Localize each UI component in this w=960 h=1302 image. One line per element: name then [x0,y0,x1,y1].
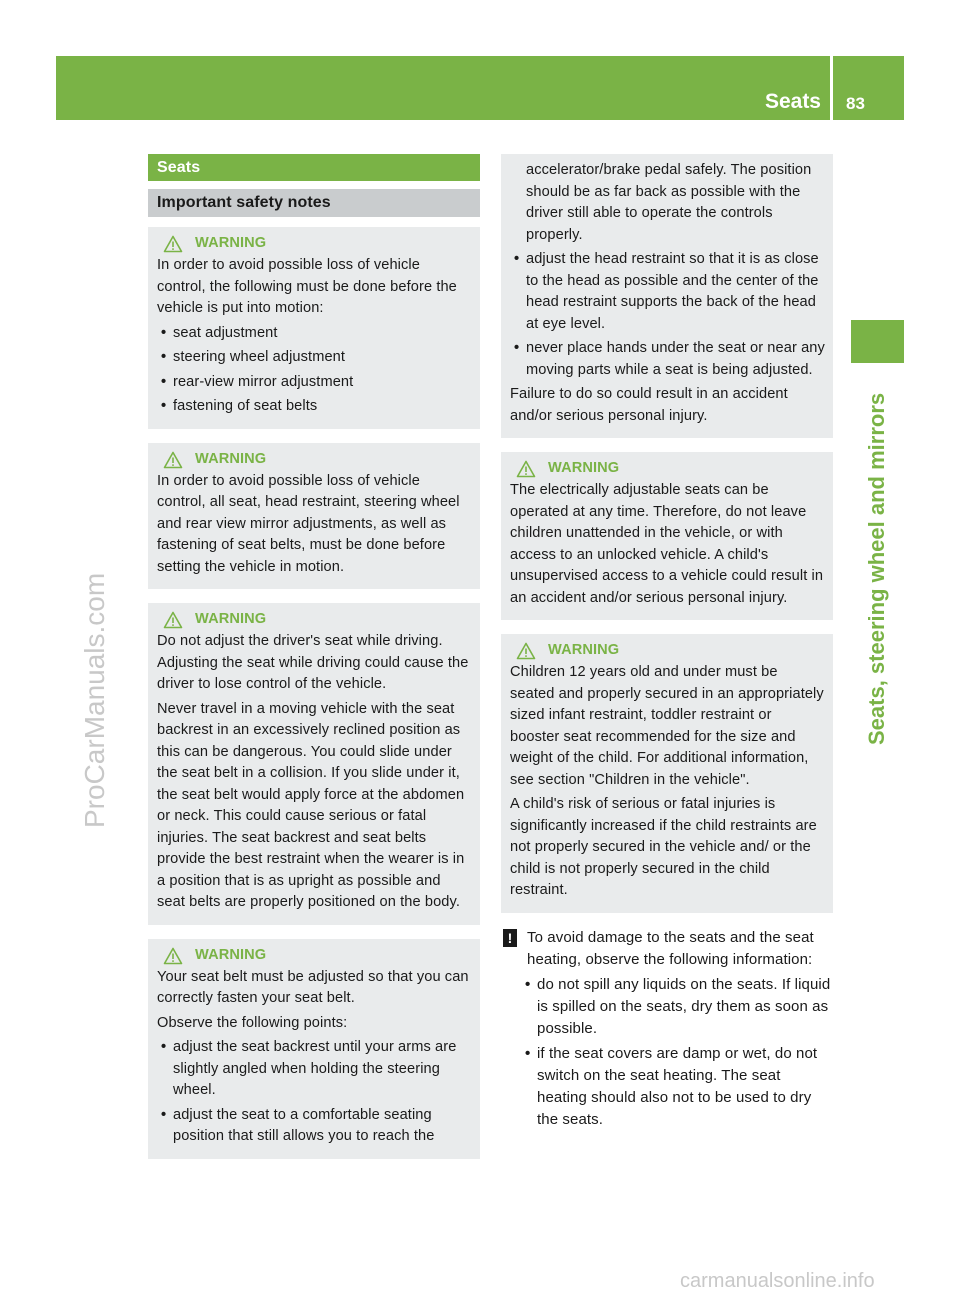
page-header [56,56,904,120]
page-number: 83 [846,94,865,113]
warning-label: WARNING [195,450,267,467]
warning-text: In order to avoid possible loss of vehicle control, the following must be done before the vehicle is put into motion: [157,257,457,316]
list-item: • steering wheel adjustment [157,347,472,369]
warning-label: WARNING [195,235,267,252]
warning-box [501,634,833,913]
warning-text: Children 12 years old and under must be seated and properly secured in an appropriately sized infant restraint, toddler restraint or booster seat recommended for the size and weight of the child. For additional information, see section "Children in the vehicle". [510,664,824,788]
warning-label: WARNING [195,946,267,963]
warning-triangle-icon [163,235,183,253]
list-item: • fastening of seat belts [157,396,472,418]
warning-text: Never travel in a moving vehicle with the seat backrest in an excessively reclined position as this can be dangerous. You could slide under the seat belt in a collision. If you slide under it, the seat belt would apply force at the abdomen or neck. This could cause serious or fatal injuries. The seat backrest and seat belts provide the best restraint when the wearer is in a position that is as upright as possible and seat belts are properly positioned on the body. [157,700,465,910]
header-divider [830,56,833,120]
watermark-side: ProCarManuals.com [79,572,110,828]
chapter-title: Seats, steering wheel and mirrors [864,392,889,745]
warning-text: Do not adjust the driver's seat while driving. Adjusting the seat while driving could cause the driver to lose control of the vehicle. [157,633,469,692]
list-item: • adjust the head restraint so that it is as close to the head as possible and the center of the head restraint supports the back of the head at eye level. [510,249,825,335]
warning-triangle-icon [163,451,183,469]
warning-text: Failure to do so could result in an accident and/or serious personal injury. [510,386,788,424]
notice-text: To avoid damage to the seats and the seat heating, observe the following information: [527,928,814,968]
warning-text: The electrically adjustable seats can be operated at any time. Therefore, do not leave children unattended in the vehicle, or with access to an unlocked vehicle. A child's unsupervised access to a vehicle could result in an accident and/or serious personal injury. [510,482,824,606]
warning-box [501,452,833,620]
warning-text: A child's risk of serious or fatal injuries is significantly increased if the child restraints are not properly secured in the vehicle and/ or the child is not properly secured in the child restraint. [510,796,817,898]
warning-triangle-icon [163,947,183,965]
notice-block [501,927,833,1131]
list-item: accelerator/brake pedal safely. The position should be as far back as possible with the driver still able to operate the controls properly. [526,162,812,243]
watermark-bottom: carmanualsonline.info [680,1270,875,1292]
warning-box-continued [501,154,833,438]
warning-triangle-icon [516,642,536,660]
left-column [148,154,480,1159]
warning-triangle-icon [163,611,183,629]
header-title: Seats [764,90,821,113]
list-item: • rear-view mirror adjustment [157,372,472,394]
warning-label: WARNING [548,642,620,659]
exclamation-icon: ! [503,929,517,947]
warning-list [157,1037,472,1148]
list-item: • adjust the seat backrest until your arms are slightly angled when holding the steering wheel. [157,1037,472,1102]
subsection-title: Important safety notes [148,189,480,217]
warning-text: Your seat belt must be adjusted so that you can correctly fasten your seat belt. [157,968,469,1006]
right-column [501,154,833,1134]
section-title: Seats [148,154,480,181]
list-item: • do not spill any liquids on the seats. If liquid is spilled on the seats, dry them as soon as possible. [521,974,833,1040]
warning-list [157,323,472,418]
warning-label: WARNING [195,611,267,628]
warning-box [148,443,480,590]
list-item: • seat adjustment [157,323,472,345]
warning-label: WARNING [548,460,620,477]
list-item: • if the seat covers are damp or wet, do not switch on the seat heating. The seat heating should also not to be used to dry the seats. [521,1043,833,1131]
warning-text: Observe the following points: [157,1014,348,1031]
list-item: • adjust the seat to a comfortable seating position that still allows you to reach the [157,1105,472,1148]
warning-box [148,939,480,1159]
warning-box [148,227,480,429]
warning-text: In order to avoid possible loss of vehicle control, all seat, head restraint, steering wheel and rear view mirror adjustments, as well as fastening of seat belts, must be done before setting the vehicle in motion. [157,472,460,575]
warning-box [148,603,480,925]
warning-triangle-icon [516,460,536,478]
list-item: • never place hands under the seat or near any moving parts while a seat is being adjusted. [510,338,825,381]
warning-list [510,160,825,381]
chapter-tab [851,320,904,363]
notice-list [503,974,833,1131]
